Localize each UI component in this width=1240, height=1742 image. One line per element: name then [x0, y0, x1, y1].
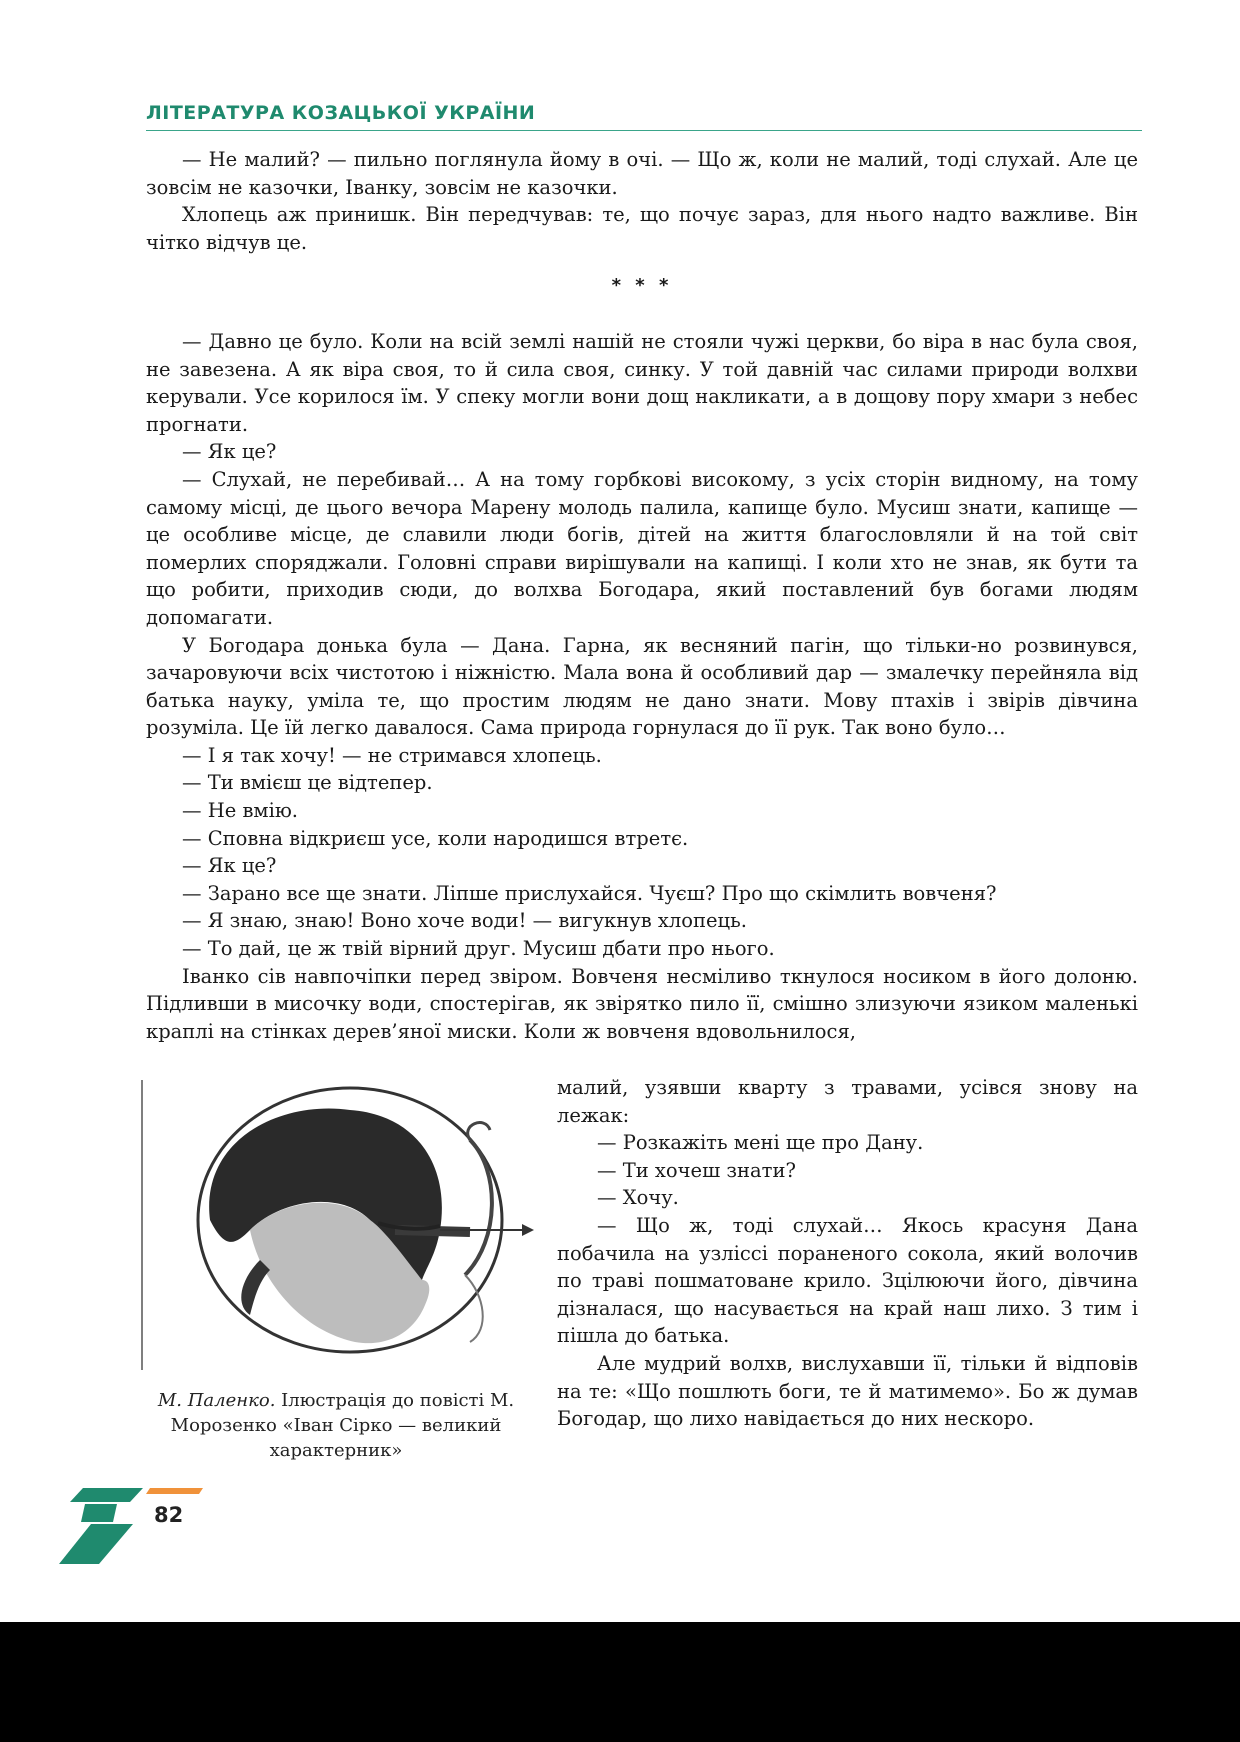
- paragraph: — Хочу.: [597, 1186, 679, 1210]
- side-text: [557, 1074, 1138, 1433]
- paragraph: — Розкажіть мені ще про Дану.: [597, 1131, 924, 1155]
- paragraph: — Не малий? — пильно поглянула йому в очі. — Що ж, коли не малий, тоді слухай. Але це зовсім не казочки, Іванку, зовсім не казочки.: [146, 148, 1138, 199]
- illustration-caption: [146, 1388, 526, 1463]
- paragraph: — Ти вмієш це відтепер.: [182, 771, 433, 795]
- paragraph: — Ти хочеш знати?: [597, 1158, 796, 1182]
- paragraph: — Як це?: [182, 854, 277, 878]
- paragraph: — І я так хочу! — не стримався хлопець.: [182, 743, 602, 767]
- paragraph: — Не вмію.: [182, 799, 299, 823]
- header-divider: [146, 130, 1142, 131]
- paragraph: — Як це?: [182, 440, 277, 464]
- illustration: [140, 1080, 540, 1380]
- paragraph: Іванко сів навпочіпки перед звіром. Вовченя несміливо ткнулося носиком в його долоню. Підливши в мисочку води, спостерігав, як звірятко пило її, смішно злизуючи язиком маленькі краплі на стінках дерев’яної миски. Коли ж вовченя вдовольнилося,: [146, 964, 1138, 1043]
- paragraph: Але мудрий волхв, вислухавши її, тільки й відповів на те: «Що пошлють боги, те й матимемо». Бо ж думав Богодар, що лихо навідається до них нескоро.: [557, 1351, 1138, 1431]
- main-text: [146, 146, 1138, 1045]
- paragraph: Хлопець аж принишк. Він передчував: те, що почує зараз, для нього надто важливе. Він чітко відчув це.: [146, 203, 1138, 254]
- illustration-drawing: [140, 1080, 540, 1380]
- paragraph: — Зарано все ще знати. Ліпше прислухайся. Чуєш? Про що скімлить вовченя?: [182, 881, 997, 905]
- paragraph: — Слухай, не перебивай… А на тому горбкові високому, з усіх сторін видному, на тому самому місці, де цього вечора Марену молодь палила, капище було. Мусиш знати, капище — це особливе місце, де славили люди богів, дітей на життя благословляли й на той світ померлих споряджали. Головні справи вирішували на капищі. І коли хто не знав, як бути та що робити, приходив сюди, до волхва Богодара, який поставлений був богами людям допомагати.: [146, 467, 1138, 629]
- caption-author: М. Паленко.: [157, 1390, 276, 1411]
- paragraph: — То дай, це ж твій вірний друг. Мусиш дбати про нього.: [182, 937, 775, 961]
- paragraph: У Богодара донька була — Дана. Гарна, як весняний пагін, що тільки-но розвинувся, зачаровуючи всіх чистотою і ніжністю. Мала вона й особливий дар — змалечку перейняла від батька науку, уміла те, що простим людям не дано знати. Мову птахів і звірів дівчина розуміла. Це їй легко давалося. Сама природа горнулася до її рук. Так воно було…: [146, 633, 1138, 740]
- paragraph: — Що ж, тоді слухай… Якось красуня Дана побачила на узліссі пораненого сокола, який волочив по траві пошматоване крило. Зцілюючи його, дівчина дізналася, що насувається на край наш лихо. З тим і пішла до батька.: [557, 1213, 1138, 1348]
- paragraph: — Я знаю, знаю! Воно хоче води! — вигукнув хлопець.: [182, 909, 747, 933]
- paragraph: — Сповна відкриєш усе, коли народишся втретє.: [182, 826, 689, 850]
- section-separator: * * *: [611, 275, 673, 297]
- page-number: 82: [154, 1503, 184, 1527]
- section-header: ЛІТЕРАТУРА КОЗАЦЬКОЇ УКРАЇНИ: [146, 102, 536, 124]
- paragraph: — Давно це було. Коли на всій землі нашій не стояли чужі церкви, бо віра в нас була своя, не завезена. А як віра своя, то й сила своя, синку. У той давній час силами природи волхви керували. Усе корилося їм. У спеку могли вони дощ накликати, а в дощову пору хмари з небес прогнати.: [146, 329, 1138, 436]
- paragraph: малий, узявши кварту з травами, усівся знову на лежак:: [557, 1076, 1138, 1127]
- caption-text: Ілюстрація до повісті М. Морозенко «Іван Сірко — великий характерник»: [170, 1390, 515, 1461]
